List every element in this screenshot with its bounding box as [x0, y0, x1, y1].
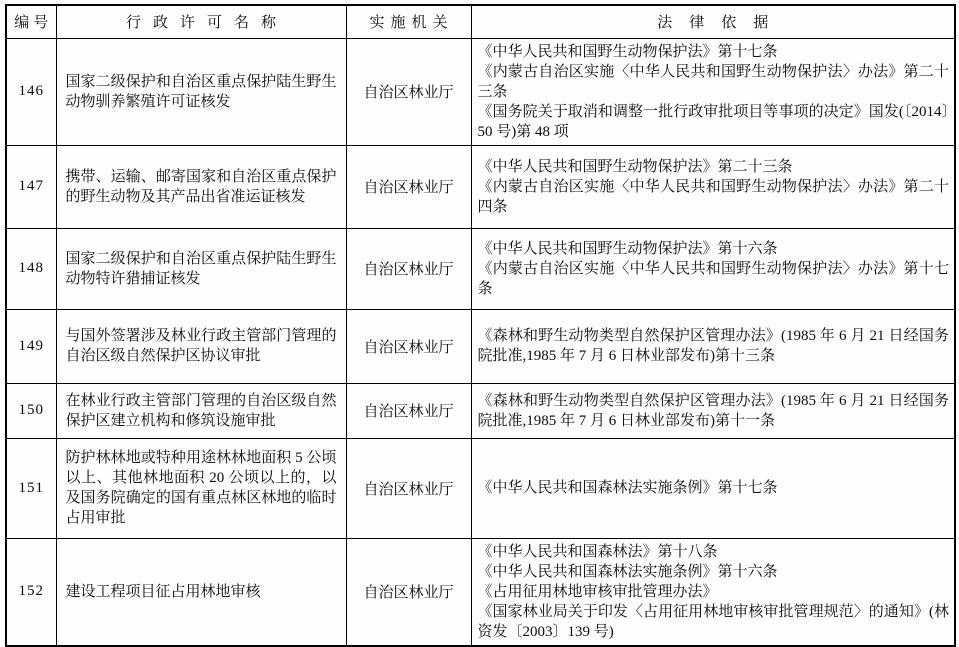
legal-basis-line: 《中华人民共和国野生动物保护法》第二十三条 [477, 158, 793, 175]
legal-basis-line: 《国务院关于取消和调整一批行政审批项目等事项的决定》国发(〔2014〕50 号)第 48 项 [477, 103, 949, 140]
agency-cell: 自治区林业厅 [346, 438, 471, 538]
row-number-cell: 151 [6, 438, 56, 538]
legal-basis-line: 《中华人民共和国森林法》第十八条 [477, 543, 718, 560]
legal-basis-line: 《中华人民共和国野生动物保护法》第十六条 [477, 240, 778, 257]
row-number-cell: 146 [6, 38, 56, 145]
row-number-cell: 148 [6, 228, 56, 309]
table-row [6, 228, 955, 309]
legal-basis-cell [471, 383, 955, 438]
table-header [6, 5, 955, 38]
header-number: 编号 [6, 5, 56, 38]
legal-basis-line: 《内蒙古自治区实施〈中华人民共和国野生动物保护法〉办法》第二十三条 [477, 63, 949, 100]
table-row [6, 145, 955, 228]
permits-table [5, 4, 956, 647]
header-legal-basis: 法律依据 [471, 5, 955, 38]
agency-cell: 自治区林业厅 [346, 145, 471, 228]
legal-basis-cell [471, 38, 955, 145]
permit-name-cell: 国家二级保护和自治区重点保护陆生野生动物驯养繁殖许可证核发 [56, 38, 346, 145]
legal-basis-cell [471, 145, 955, 228]
legal-basis-line: 《内蒙古自治区实施〈中华人民共和国野生动物保护法〉办法》第二十四条 [477, 178, 949, 215]
legal-basis-line: 《占用征用林地审核审批管理办法》 [477, 583, 718, 600]
legal-basis-cell [471, 438, 955, 538]
row-number-cell: 147 [6, 145, 56, 228]
legal-basis-cell [471, 309, 955, 383]
header-agency: 实施机关 [346, 5, 471, 38]
header-row [6, 5, 955, 38]
row-number-cell: 149 [6, 309, 56, 383]
legal-basis-cell [471, 538, 955, 646]
legal-basis-line: 《森林和野生动物类型自然保护区管理办法》(1985 年 6 月 21 日经国务院批准,1985 年 7 月 6 日林业部发布)第十三条 [477, 328, 949, 364]
agency-cell: 自治区林业厅 [346, 309, 471, 383]
legal-basis-line: 《内蒙古自治区实施〈中华人民共和国野生动物保护法〉办法》第十七条 [477, 260, 949, 297]
legal-basis-line: 《中华人民共和国野生动物保护法》第十七条 [477, 43, 778, 60]
legal-basis-line: 《中华人民共和国森林法实施条例》第十六条 [477, 563, 778, 580]
table-row [6, 538, 955, 646]
row-number-cell: 152 [6, 538, 56, 646]
agency-cell: 自治区林业厅 [346, 383, 471, 438]
legal-basis-line: 《中华人民共和国森林法实施条例》第十七条 [477, 480, 778, 496]
table-row [6, 309, 955, 383]
legal-basis-cell [471, 228, 955, 309]
table-row [6, 383, 955, 438]
permit-name-cell: 与国外签署涉及林业行政主管部门管理的自治区级自然保护区协议审批 [56, 309, 346, 383]
agency-cell: 自治区林业厅 [346, 38, 471, 145]
header-permit-name: 行政许可名称 [56, 5, 346, 38]
permit-name-cell: 防护林林地或特种用途林林地面积 5 公顷以上、其他林地面积 20 公顷以上的，以及国务院确定的国有重点林区林地的临时占用审批 [56, 438, 346, 538]
permit-name-cell: 在林业行政主管部门管理的自治区级自然保护区建立机构和修筑设施审批 [56, 383, 346, 438]
legal-basis-line: 《国家林业局关于印发〈占用征用林地审核审批管理规范〉的通知》(林资发〔2003〕139 号) [477, 603, 949, 640]
row-number-cell: 150 [6, 383, 56, 438]
table-row [6, 38, 955, 145]
permit-name-cell: 国家二级保护和自治区重点保护陆生野生动物特许猎捕证核发 [56, 228, 346, 309]
table-body [6, 38, 955, 646]
permit-name-cell: 建设工程项目征占用林地审核 [56, 538, 346, 646]
legal-basis-line: 《森林和野生动物类型自然保护区管理办法》(1985 年 6 月 21 日经国务院批准,1985 年 7 月 6 日林业部发布)第十一条 [477, 392, 949, 429]
agency-cell: 自治区林业厅 [346, 538, 471, 646]
permit-name-cell: 携带、运输、邮寄国家和自治区重点保护的野生动物及其产品出省准运证核发 [56, 145, 346, 228]
table-row [6, 438, 955, 538]
agency-cell: 自治区林业厅 [346, 228, 471, 309]
